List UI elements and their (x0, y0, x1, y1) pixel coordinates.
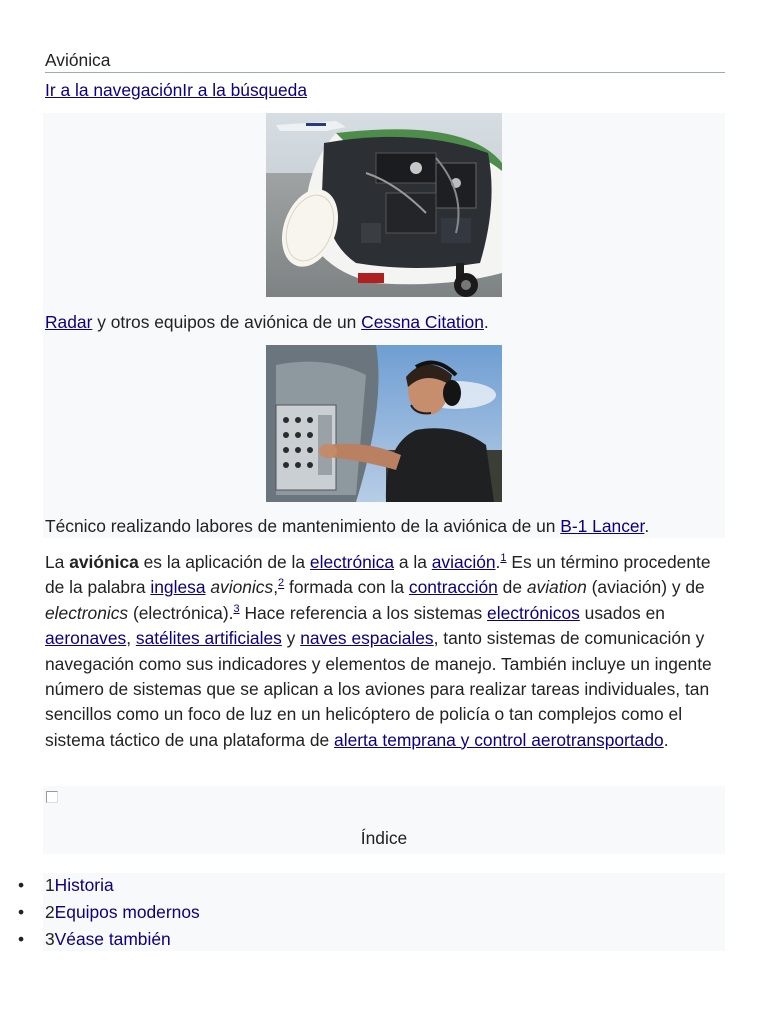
bullet: • (18, 929, 25, 949)
caption-text: . (644, 516, 650, 536)
page-title: Aviónica (45, 50, 111, 70)
b1-lancer-link[interactable]: B-1 Lancer (560, 516, 645, 536)
toc-item-label[interactable]: Véase también (54, 929, 171, 949)
radar-avionics-image[interactable] (266, 113, 502, 297)
toc-item-label[interactable]: Equipos modernos (54, 902, 200, 922)
jump-to-navigation-link[interactable]: Ir a la navegación (45, 80, 183, 100)
caption-text: Técnico realizando labores de mantenimiento de la aviónica de un (45, 516, 561, 536)
toc-item-historia[interactable] (18, 873, 114, 898)
jump-to-search-link[interactable]: Ir a la búsqueda (182, 80, 308, 100)
article-paragraph: La aviónica es la aplicación de la electrónica a la aviación.$^1$ Es un término procedente de la palabra inglesa avionics,$^2$ formada con la contracción de aviation (aviación) y de electronics (electrónica).$^3$ Hace referencia a los sistemas electrónicos usados en aeronaves, satélites artificiales y naves espaciales, tanto sistemas de comunicación y navegación como sus indicadores y elementos de manejo. También incluye un ingente número de sistemas que se aplican a los aviones para realizar tareas individuales, tan sencillos como un foco de luz en un helicóptero de policía o tan complejos como el sistema táctico de una plataforma de alerta temprana y control aerotransportado. (45, 552, 712, 750)
electronicos-link[interactable]: electrónicos (487, 602, 580, 623)
bullet: • (18, 902, 25, 922)
electronica-link[interactable]: electrónica (309, 552, 395, 572)
toc-item-vease-tambien[interactable] (18, 927, 171, 952)
jump-links (45, 78, 307, 103)
reference-2-link[interactable]: 2 (278, 577, 285, 590)
toc-toggle-area (43, 786, 725, 806)
reference-1-link[interactable]: 1 (500, 552, 507, 565)
figure-2-caption (45, 514, 649, 539)
inglesa-link[interactable]: inglesa (150, 577, 206, 598)
caption-text: . (483, 312, 489, 332)
title-divider (45, 72, 725, 73)
toc-item-label[interactable]: Historia (54, 875, 114, 895)
radar-link[interactable]: Radar (45, 312, 93, 332)
technician-illustration (266, 345, 502, 502)
cessna-citation-link[interactable]: Cessna Citation (361, 312, 484, 332)
toc-item-equipos-modernos[interactable] (18, 900, 200, 925)
caption-text: y otros equipos de aviónica de un (92, 312, 362, 332)
satelites-artificiales-link[interactable]: satélites artificiales (135, 628, 282, 649)
technician-image[interactable] (266, 345, 502, 502)
reference-3-link[interactable]: 3 (233, 603, 240, 616)
figure-1-caption (45, 310, 489, 335)
bold-term: aviónica (69, 552, 139, 572)
contraccion-link[interactable]: contracción (408, 577, 498, 598)
toc-title: Índice (360, 828, 408, 848)
bullet: • (18, 875, 25, 895)
aviacion-link[interactable]: aviación (431, 552, 496, 572)
aeronaves-link[interactable]: aeronaves (45, 628, 127, 649)
naves-espaciales-link[interactable]: naves espaciales (300, 628, 434, 649)
toc-item-number: 2 (45, 902, 55, 922)
alerta-temprana-link[interactable]: alerta temprana y control aerotransportado (334, 729, 664, 750)
toc-item-number: 3 (45, 929, 55, 949)
toc-header (43, 806, 725, 854)
toc-toggle-checkbox[interactable] (46, 791, 58, 803)
radar-avionics-illustration (266, 113, 502, 297)
toc-item-number: 1 (45, 875, 55, 895)
